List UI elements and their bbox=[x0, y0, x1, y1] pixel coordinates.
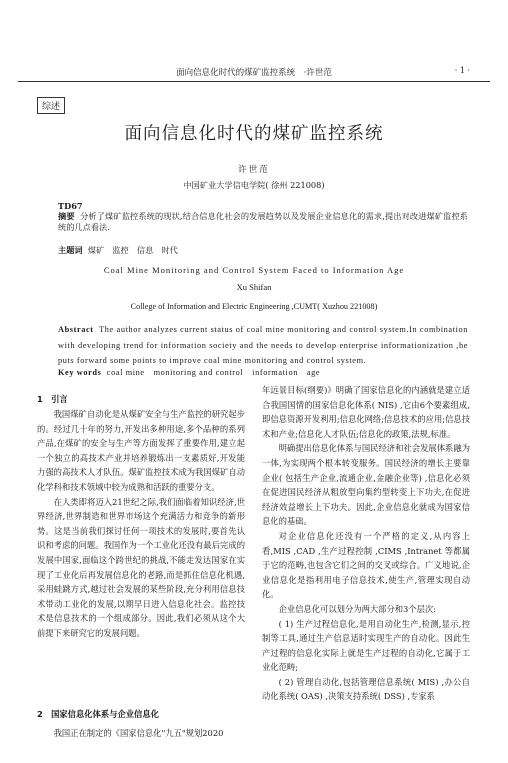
page-number: · 1 · bbox=[454, 66, 470, 75]
chinese-abstract bbox=[58, 211, 468, 233]
body-paragraph: 我国煤矿自动化是从煤矿安全与生产监控的研究起步的。经过几十年的努力,开发出多种用途,多个品种的系列产品,在煤矿的安全与生产等方面发挥了重要作用,建立起一个独立的高技术产业并培养锻炼出一支素质好,开发能力强的高技术人才队伍。煤矿监控技术成为我国煤矿自动化学科和技术领域中较为成熟和活跃的重要分支。 bbox=[37, 409, 245, 492]
body-paragraph: ( 1) 生产过程信息化,是用自动化生产,检测,显示,控制等工具,通过生产信息适时实现生产的自动化。因此生产过程的信息化实际上就是生产过程的自动化,它属于工业化范畴; bbox=[262, 618, 470, 673]
english-abstract-text: The author analyzes current status of coal mine monitoring and control system.In combination with developing trend for information society and the needs to develop enterprise informationization ,he puts forward some points to improve coal mine monitoring and control system. bbox=[58, 325, 468, 365]
body-paragraph: ( 2) 管理自动化,包括管理信息系统( MIS) ,办公自动化系统( OAS) ,决策支持系统( DSS) ,专家系 bbox=[262, 676, 470, 702]
english-title: Coal Mine Monitoring and Control System Faced to Information Age bbox=[103, 265, 405, 275]
left-column bbox=[37, 407, 245, 641]
chinese-keywords bbox=[58, 245, 178, 256]
body-paragraph: 对企业信息化还没有一个严格的定义,从内容上看,MIS ,CAD ,生产过程控制 ,CIMS ,Intranet 等都属于它的范畴,也包含它们之间的交叉或综合。广义地说,企业信息化是指利用电子信息技术,使生产,管理实现自动化。 bbox=[262, 530, 470, 600]
keywords-label: 主题词 bbox=[58, 245, 83, 255]
abstract-label: 摘要 bbox=[58, 211, 75, 221]
english-affiliation: College of Information and Electric Engineering ,CUMT( Xuzhou 221008) bbox=[130, 302, 378, 311]
body-paragraph: 明确提出信息化体系与国民经济和社会发展体系融为一体,为实现两个根本转变服务。国民经济的增长主要靠企业( 包括生产企业,流通企业,金融企业等) ,信息化必须在促进国民经济从粗放型向集约型转变上下功夫,在促进经济效益增长上下功夫。因此,企业信息化就成为国家信息化的基础。 bbox=[262, 443, 470, 527]
body-paragraph: 企业信息化可以划分为两大部分和3个层次: bbox=[278, 603, 437, 614]
article-type-tag: 综述 bbox=[37, 97, 65, 114]
abstract-text: 分析了煤矿监控系统的现状,结合信息化社会的发展趋势以及发展企业信息化的需求,提出对改进煤矿监控系统的几点看法. bbox=[58, 211, 468, 232]
section-heading-2: 2 国家信息化体系与企业信息化 bbox=[37, 709, 159, 719]
body-paragraph: 在人类即将迈入21世纪之际,我们面临着知识经济,世界经济,世界制造和世界市场这个充满活力和竞争的新形势。这是当前我们探讨任何一项技术的发展时,要首先认识和考虑的问题。我国作为一个工业化还没有最后完成的发展中国家,面临这个跨世纪的挑战,不能走发达国家在实现了工业化后再发展信息化的老路,而是抓住信息化机遇,采用蛙跳方式,越过社会发展的某些阶段,充分利用信息技术带动工业化的发展,以期早日进入信息化社会。监控技术是信息技术的一个组成部分。因此,我们必须从这个大前提下来研究它的发展问题。 bbox=[37, 496, 245, 638]
english-keywords bbox=[58, 366, 320, 378]
paper-author: 许世范 bbox=[238, 165, 270, 175]
paper-affiliation: 中国矿业大学信电学院( 徐州 221008) bbox=[183, 180, 325, 190]
body-paragraph: 年远景目标(纲要)》明确了国家信息化的内涵就是建立适合我国国情的国家信息化体系( NIS) ,它由6个要素组成,即信息资源开发利用;信息化网络;信息技术的应用;信息技术和产业;信息化人才队伍;信息化的政策,法规,标准。 bbox=[262, 385, 470, 439]
running-title: 面向信息化时代的煤矿监控系统 ·许世范 bbox=[176, 68, 332, 78]
running-header bbox=[18, 64, 490, 82]
classification-code: TD67 bbox=[58, 201, 83, 211]
section-heading-1: 1 引言 bbox=[37, 394, 68, 404]
english-author: Xu Shifan bbox=[236, 282, 272, 292]
keywords-text: 煤矿 监控 信息 时代 bbox=[87, 245, 178, 255]
english-abstract-label: Abstract bbox=[58, 325, 94, 334]
right-column bbox=[262, 383, 470, 704]
english-keywords-text: coal mine monitoring and control information age bbox=[106, 368, 321, 377]
english-abstract bbox=[58, 322, 468, 369]
header-rule bbox=[18, 81, 490, 82]
english-keywords-label: Key words bbox=[58, 368, 102, 377]
left-column-tail bbox=[37, 726, 245, 741]
body-paragraph: 我国正在制定的《国家信息化"九五"规划2020 bbox=[53, 728, 224, 738]
paper-title: 面向信息化时代的煤矿监控系统 bbox=[124, 124, 384, 144]
